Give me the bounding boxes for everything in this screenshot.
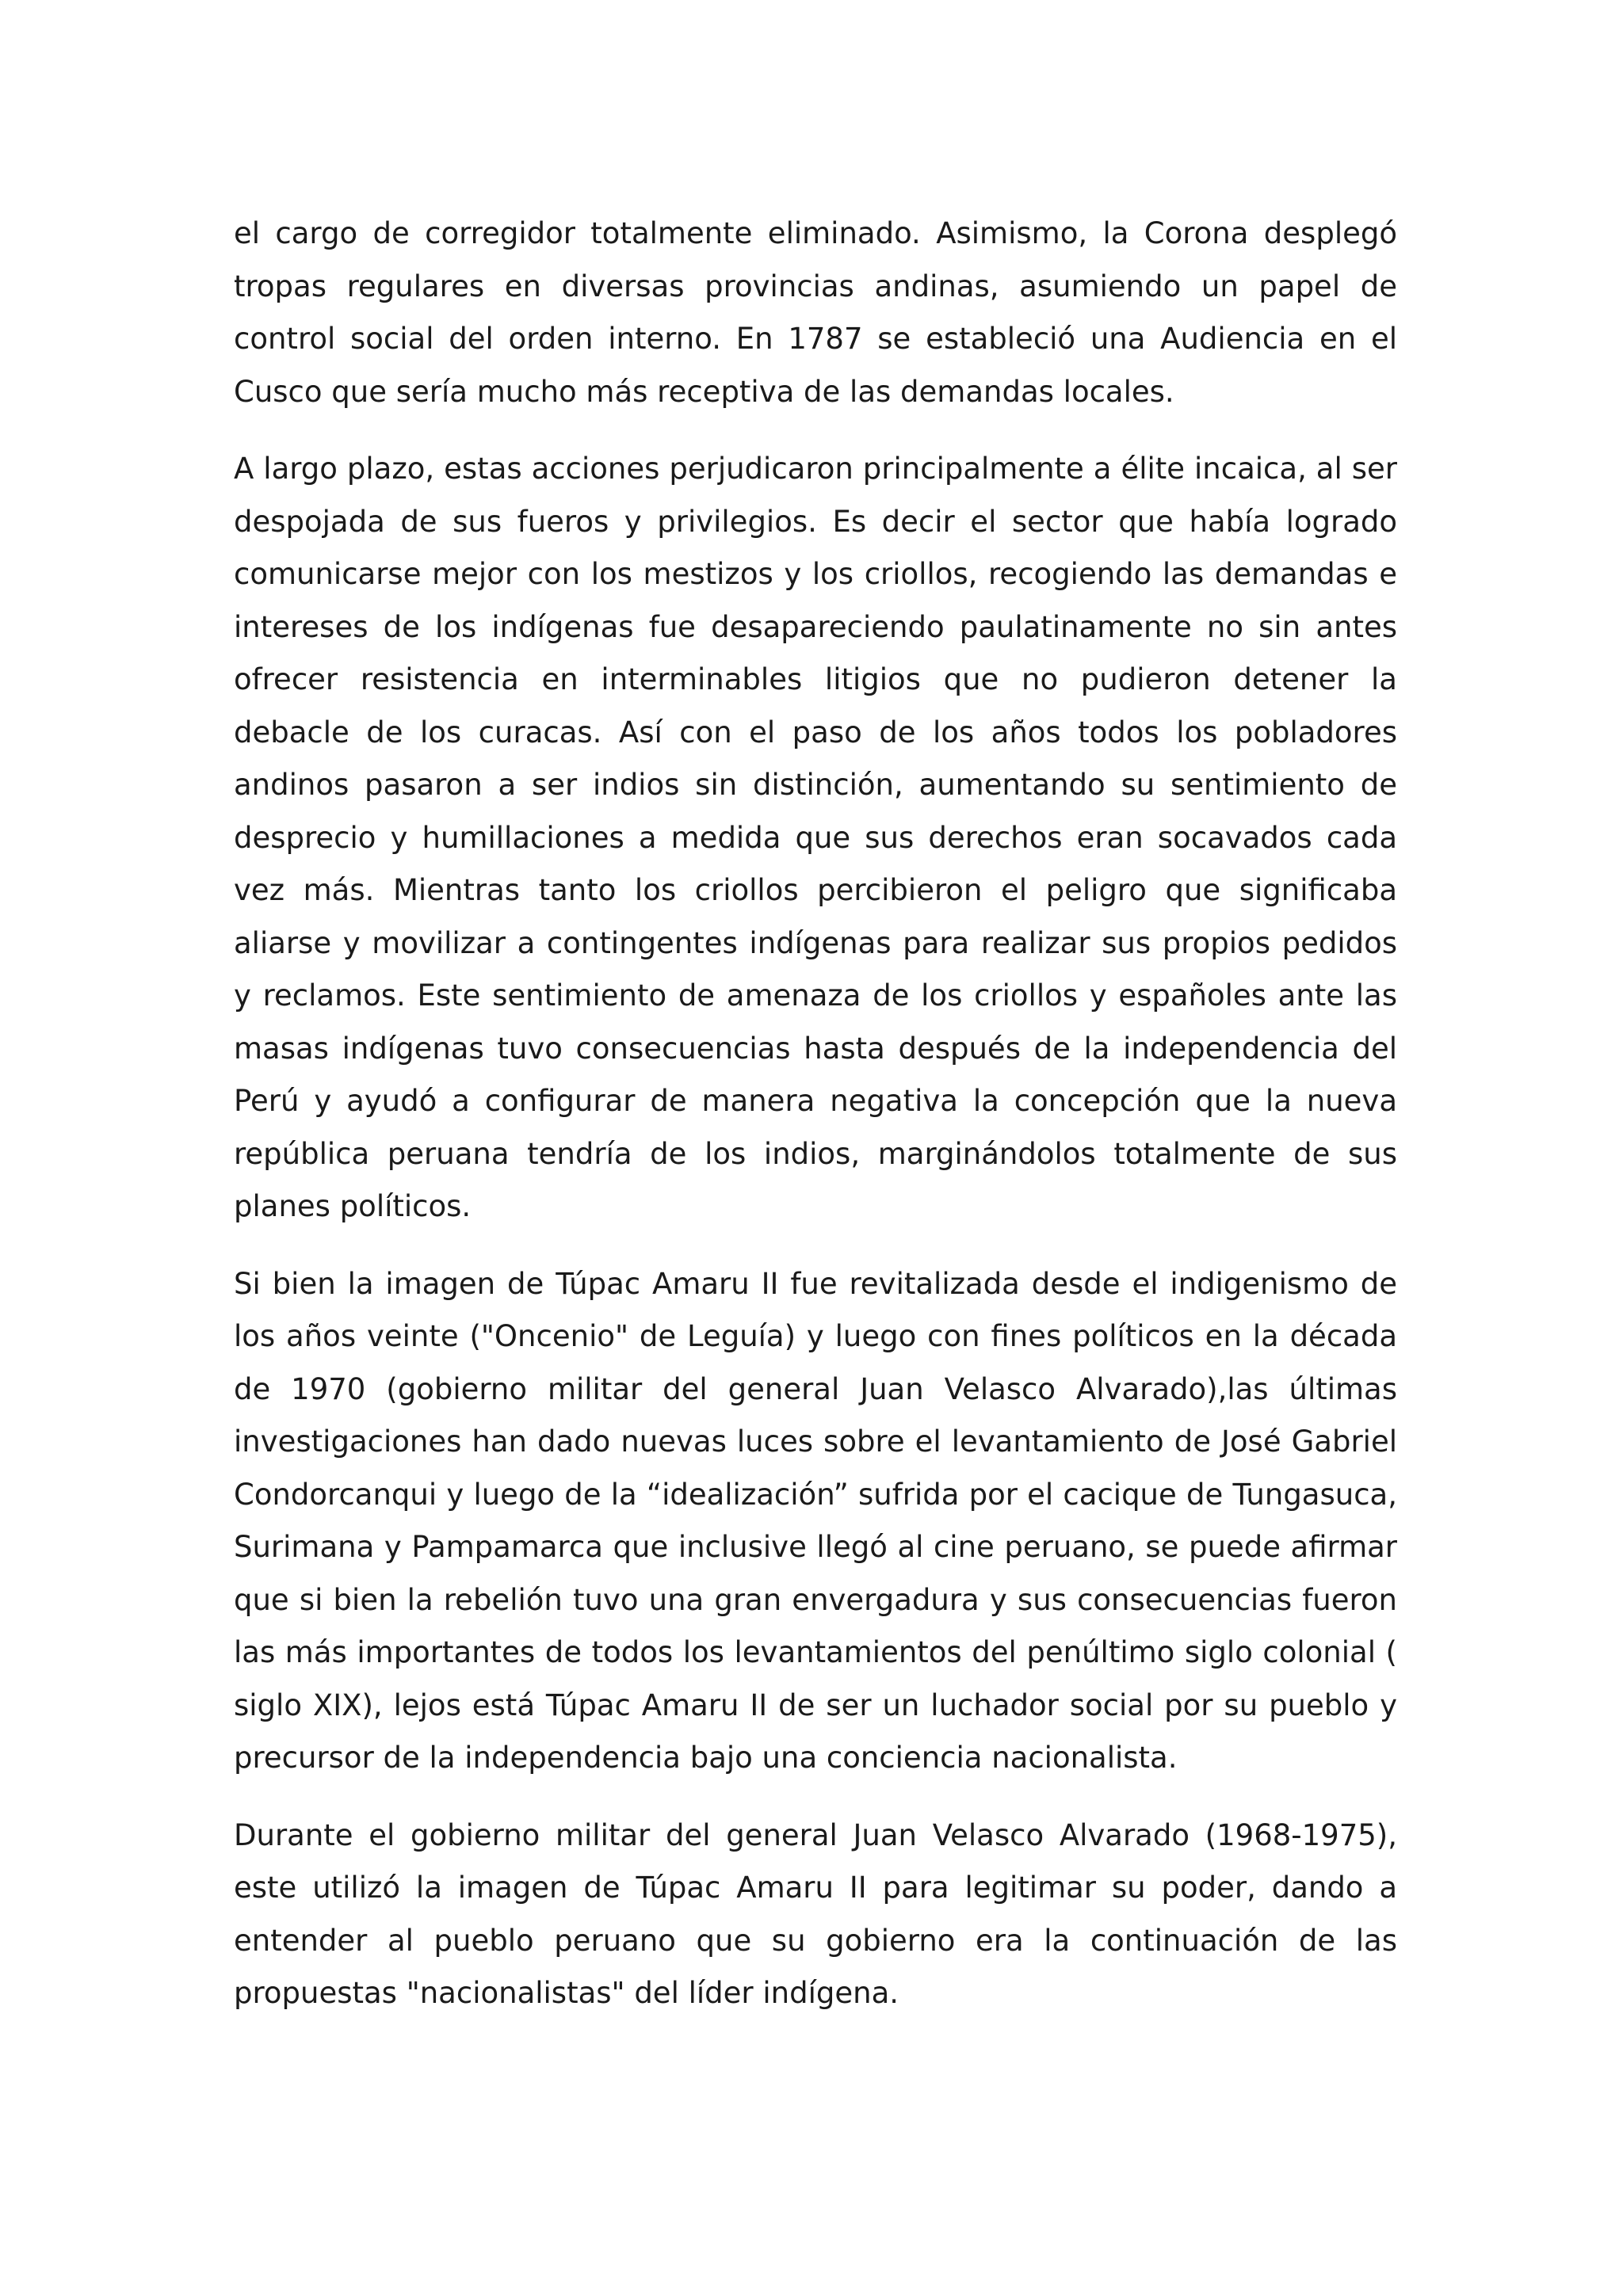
paragraph-1: el cargo de corregidor totalmente eliminado. Asimismo, la Corona desplegó tropas regulares en diversas provincias andinas, asumiendo un papel de control social del orden interno. En 1787 se estableció una Audiencia en el Cusco que sería mucho más receptiva de las demandas locales. (234, 216, 1397, 409)
paragraph-4: Durante el gobierno militar del general Juan Velasco Alvarado (1968-1975), este utilizó la imagen de Túpac Amaru II para legitimar su poder, dando a entender al pueblo peruano que su gobierno era la continuación de las propuestas "nacionalistas" del líder indígena. (234, 1817, 1397, 2010)
paragraph-3: Si bien la imagen de Túpac Amaru II fue revitalizada desde el indigenismo de los años veinte ("Oncenio" de Leguía) y luego con fines políticos en la década de 1970 (gobierno militar del general Juan Velasco Alvarado),las últimas investigaciones han dado nuevas luces sobre el levantamiento de José Gabriel Condorcanqui y luego de la “idealización” sufrida por el cacique de Tungasuca, Surimana y Pampamarca que inclusive llegó al cine peruano, se puede afirmar que si bien la rebelión tuvo una gran envergadura y sus consecuencias fueron las más importantes de todos los levantamientos del penúltimo siglo colonial ( siglo XIX), lejos está Túpac Amaru II de ser un luchador social por su pueblo y precursor de la independencia bajo una conciencia nacionalista. (234, 1266, 1397, 1775)
document-body (234, 208, 1397, 2020)
paragraph-2: A largo plazo, estas acciones perjudicaron principalmente a élite incaica, al ser despojada de sus fueros y privilegios. Es decir el sector que había logrado comunicarse mejor con los mestizos y los criollos, recogiendo las demandas e intereses de los indígenas fue desapareciendo paulatinamente no sin antes ofrecer resistencia en interminables litigios que no pudieron detener la debacle de los curacas. Así con el paso de los años todos los pobladores andinos pasaron a ser indios sin distinción, aumentando su sentimiento de desprecio y humillaciones a medida que sus derechos eran socavados cada vez más. Mientras tanto los criollos percibieron el peligro que significaba aliarse y movilizar a contingentes indígenas para realizar sus propios pedidos y reclamos. Este sentimiento de amenaza de los criollos y españoles ante las masas indígenas tuvo consecuencias hasta después de la independencia del Perú y ayudó a configurar de manera negativa la concepción que la nueva república peruana tendría de los indios, marginándolos totalmente de sus planes políticos. (234, 452, 1397, 1223)
